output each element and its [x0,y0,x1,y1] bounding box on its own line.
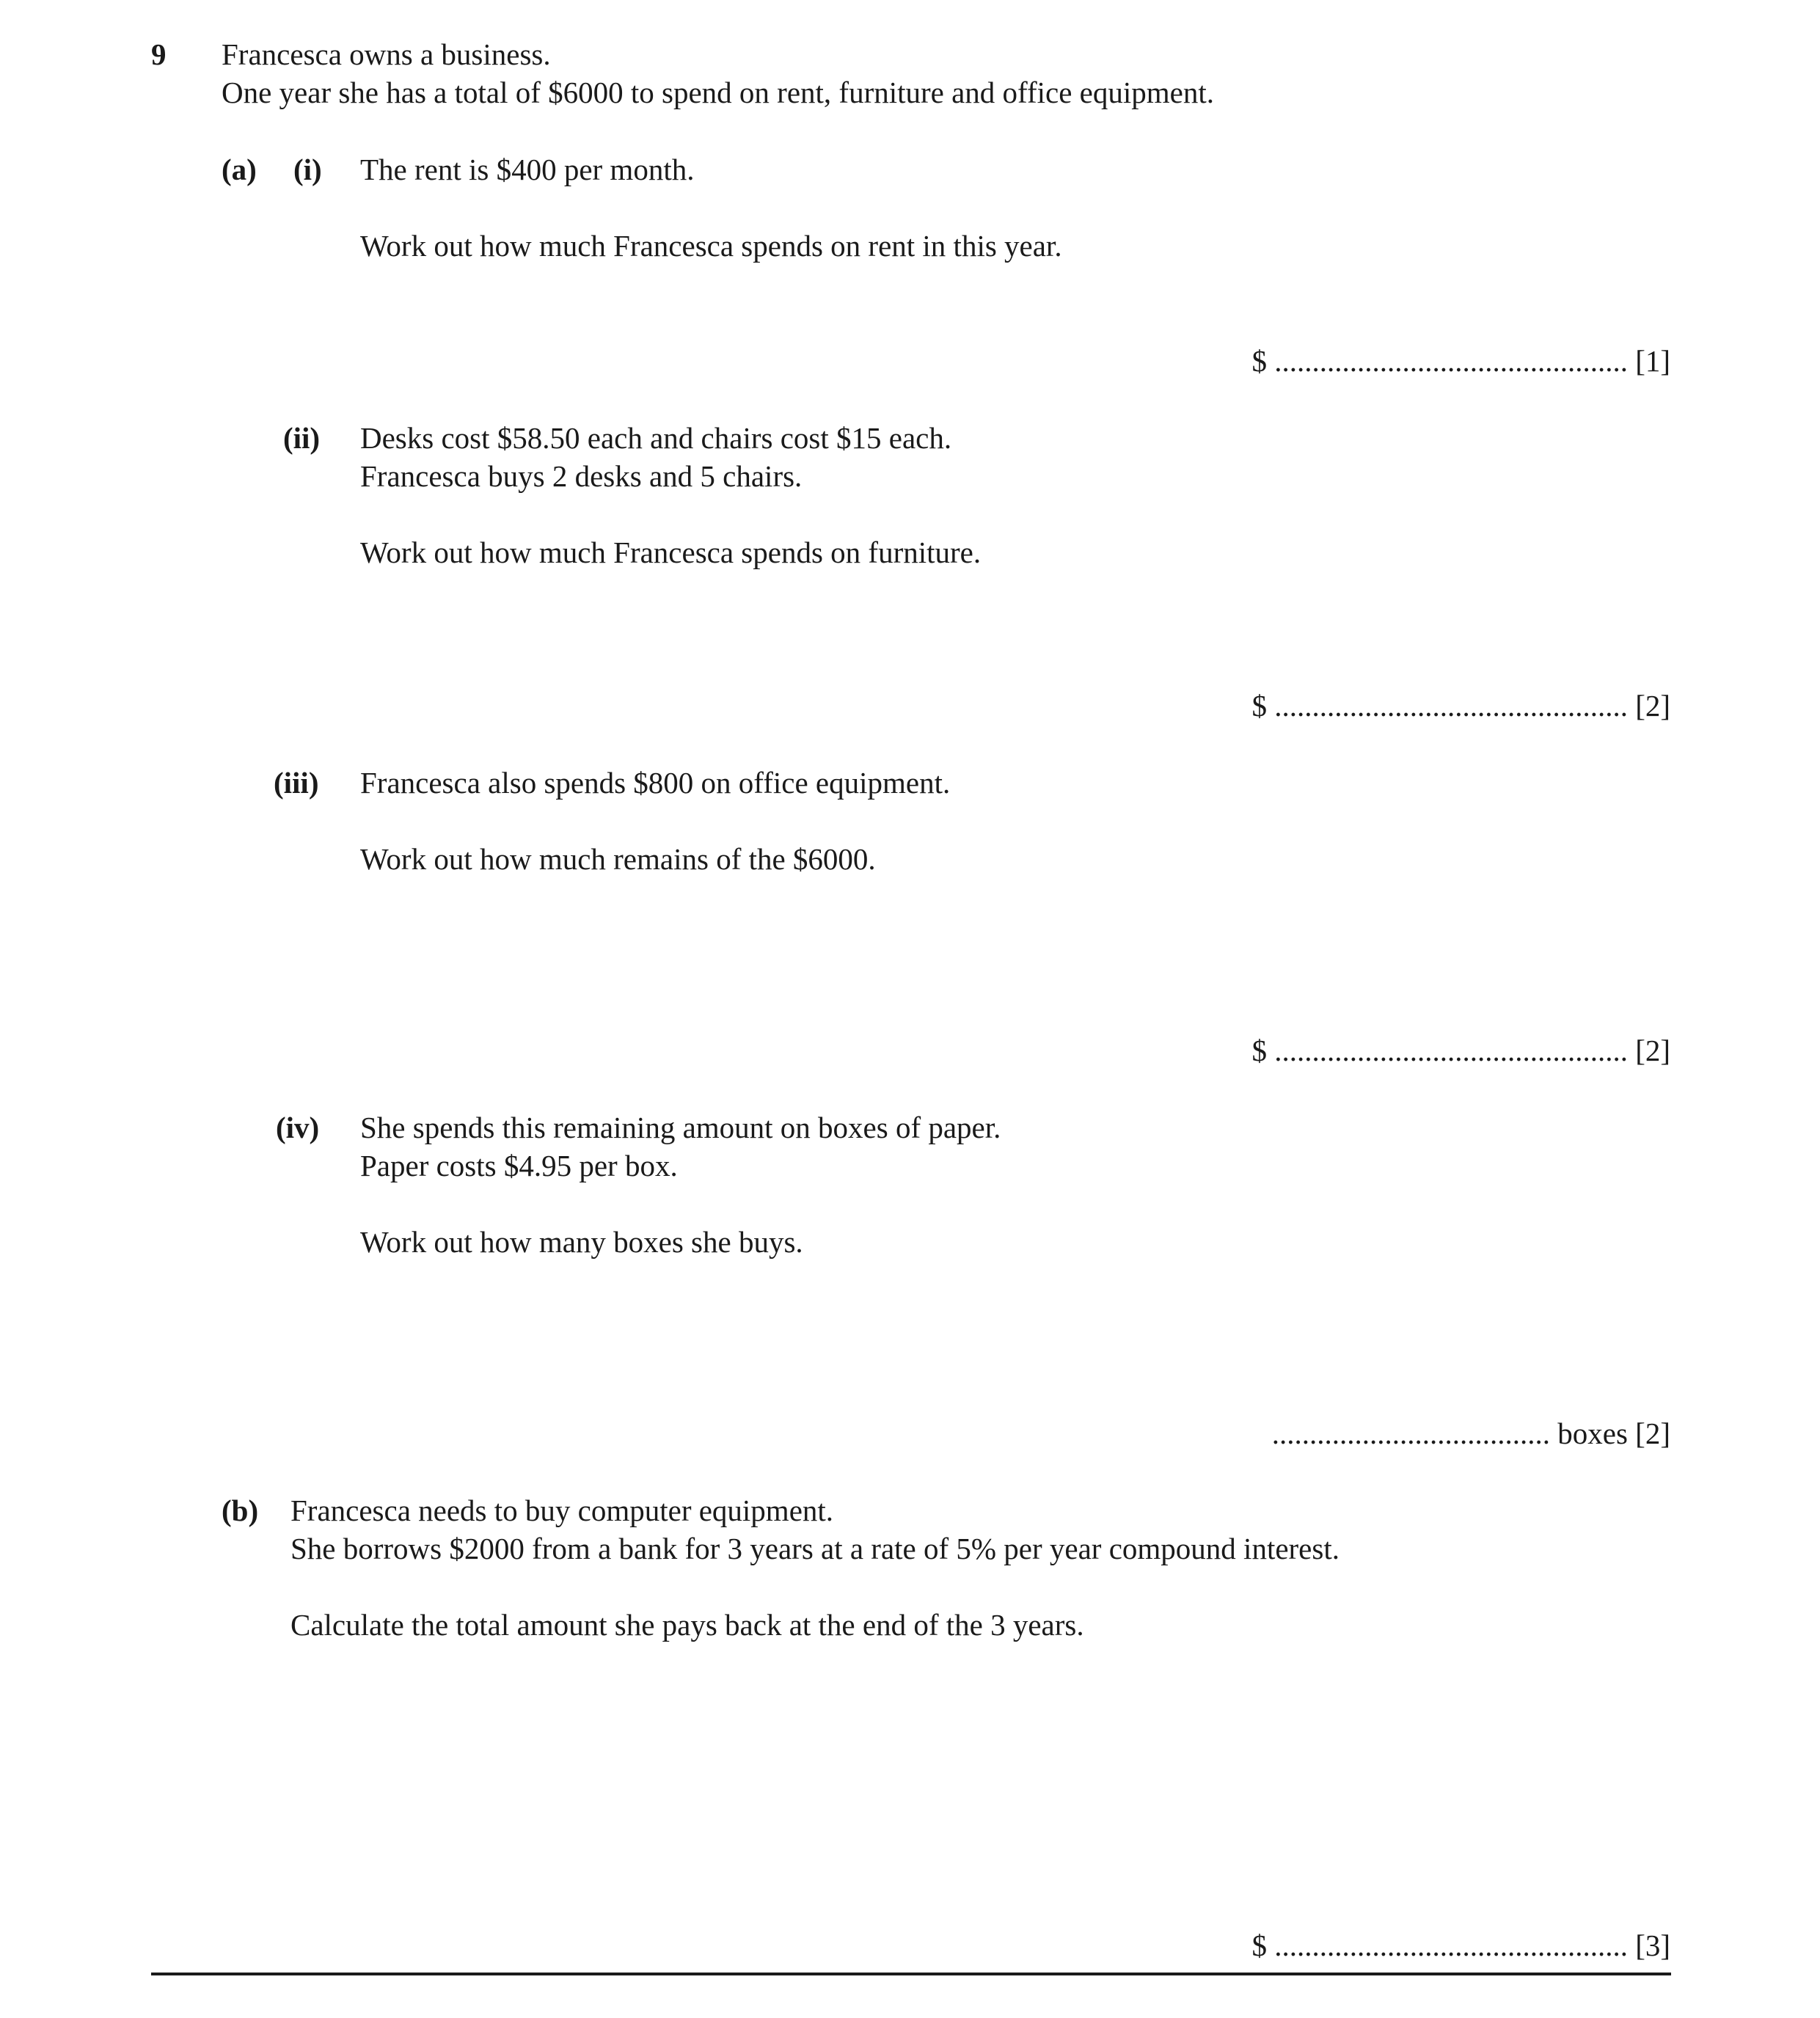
part-a-ii-text-1: Desks cost $58.50 each and chairs cost $15 each. [360,421,952,455]
part-a-ii-text-2: Francesca buys 2 desks and 5 chairs. [360,459,803,493]
part-a-iv-label: (iv) [276,1111,320,1144]
part-a-iii-answer-line[interactable]: $ ............................................... [2] [1251,1034,1670,1067]
part-a-i-answer-line[interactable]: $ ............................................... [1] [1251,344,1670,378]
part-a-ii-instruction: Work out how much Francesca spends on furniture. [360,535,982,569]
part-a-i-instruction: Work out how much Francesca spends on rent in this year. [360,229,1062,263]
part-b-label: (b) [222,1494,259,1527]
question-intro-line-1: Francesca owns a business. [222,37,551,71]
part-a-ii-label: (ii) [283,421,321,455]
part-a-iv-answer-line[interactable]: ..................................... boxes [2] [1271,1416,1670,1450]
part-a-label: (a) [222,153,257,186]
part-a-iii-text: Francesca also spends $800 on office equipment. [360,766,951,800]
part-a-ii-answer-line[interactable]: $ ............................................... [2] [1251,689,1670,723]
question-intro-line-2: One year she has a total of $6000 to spend on rent, furniture and office equipment. [222,76,1214,109]
part-b-instruction: Calculate the total amount she pays back at the end of the 3 years. [290,1608,1084,1642]
part-a-i-text: The rent is $400 per month. [360,153,695,186]
part-a-iv-instruction: Work out how many boxes she buys. [360,1225,803,1259]
page-bottom-rule [151,1973,1671,1975]
part-a-iii-instruction: Work out how much remains of the $6000. [360,842,876,876]
part-a-iii-label: (iii) [274,766,319,800]
part-b-text-2: She borrows $2000 from a bank for 3 years at a rate of 5% per year compound interest. [290,1532,1340,1565]
part-a-iv-text-2: Paper costs $4.95 per box. [360,1149,678,1182]
part-a-i-label: (i) [293,153,322,186]
part-b-text-1: Francesca needs to buy computer equipment. [290,1494,834,1527]
part-b-answer-line[interactable]: $ ............................................... [3] [1251,1929,1670,1962]
question-number: 9 [151,37,167,71]
part-a-iv-text-1: She spends this remaining amount on boxes of paper. [360,1111,1001,1144]
